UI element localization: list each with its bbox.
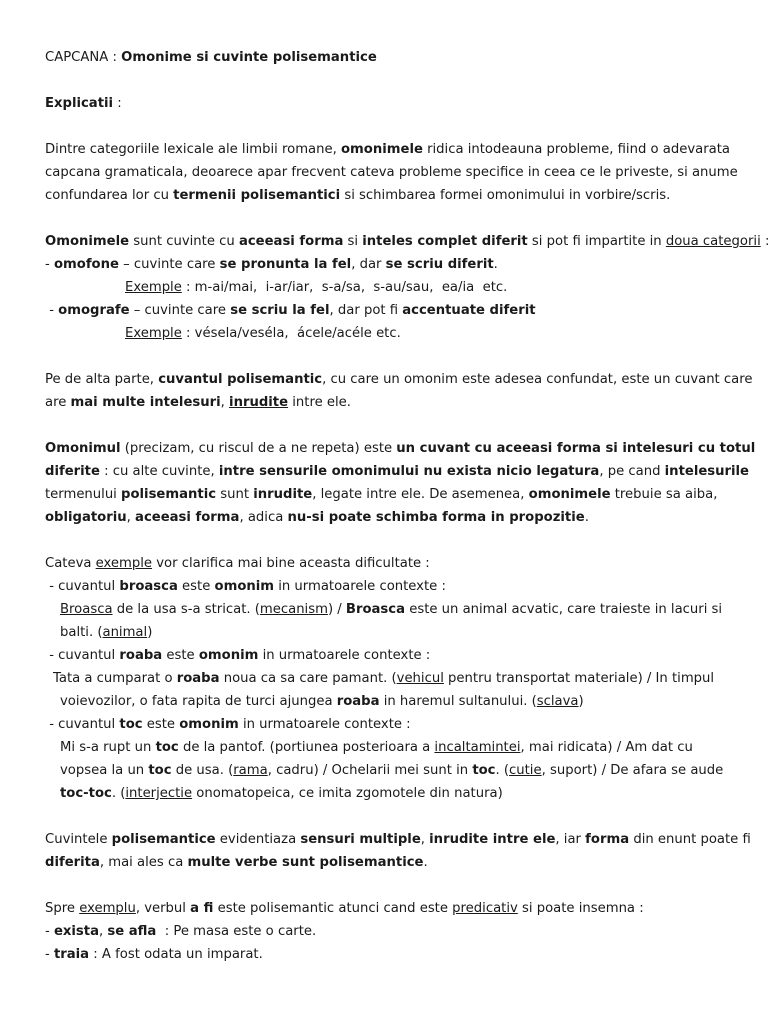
text-run: -: [45, 924, 54, 939]
text-run: – cuvinte care: [129, 303, 231, 318]
example-line: [45, 598, 728, 621]
paragraph-line: [45, 483, 728, 506]
underlined-text: predicativ: [452, 901, 518, 916]
text-run: de la usa s-a stricat. (: [112, 602, 260, 617]
text-run: confundarea lor cu: [45, 188, 174, 203]
example-line: [45, 690, 728, 713]
paragraph-line: [45, 138, 728, 161]
text-run: in urmatoarele contexte :: [258, 648, 431, 663]
bold-text: toc: [155, 740, 179, 755]
example-line: [45, 782, 728, 805]
bold-text: Omonimul: [45, 441, 121, 456]
text-run: vopsea la un: [60, 763, 149, 778]
text-run: , adica: [239, 510, 288, 525]
paragraph-line: [45, 230, 769, 253]
text-run: este polisemantic atunci cand este: [213, 901, 453, 916]
bold-text: omofone: [53, 257, 119, 272]
text-run: , mai ales ca: [99, 855, 188, 870]
bold-text: se afla: [107, 924, 157, 939]
text-run: -: [45, 303, 59, 318]
bold-text: Explicatii: [45, 96, 114, 111]
bold-text: se pronunta la fel: [219, 257, 352, 272]
underlined-text: incaltamintei: [434, 740, 521, 755]
text-run: , suport) / De afara se aude: [541, 763, 724, 778]
list-item: [45, 713, 728, 736]
bold-text: omonimele: [340, 142, 423, 157]
text-run: voievozilor, o fata rapita de turci ajungea: [60, 694, 337, 709]
text-run: ,: [98, 924, 108, 939]
text-run: vor clarifica mai bine aceasta dificultate :: [152, 556, 430, 571]
text-run: si: [343, 234, 363, 249]
text-run: -: [45, 257, 54, 272]
list-item: [45, 920, 728, 943]
text-run: .: [423, 855, 428, 870]
paragraph-line: [45, 552, 728, 575]
underlined-text: rama: [233, 763, 268, 778]
bold-text: broasca: [119, 579, 178, 594]
bold-text: omografe: [58, 303, 130, 318]
bold-text: omonim: [214, 579, 275, 594]
text-run: ridica intodeauna probleme, fiind o adevarata: [422, 142, 730, 157]
text-run: Spre: [45, 901, 80, 916]
underlined-text: Exemple: [125, 280, 182, 295]
bold-text: a fi: [190, 901, 214, 916]
text-run: capcana gramaticala, deoarece apar frecvent cateva probleme specifice in ceea ce le priveste, si anume: [45, 165, 738, 180]
bold-text: accentuate diferit: [402, 303, 536, 318]
text-run: in haremul sultanului. (: [379, 694, 537, 709]
text-run: Tata a cumparat o: [53, 671, 177, 686]
text-run: ): [578, 694, 584, 709]
text-run: . (: [111, 786, 126, 801]
text-run: - cuvantul: [45, 648, 120, 663]
paragraph-line: [45, 368, 753, 391]
text-run: in urmatoarele contexte :: [238, 717, 411, 732]
underlined-text: animal: [102, 625, 148, 640]
text-run: CAPCANA :: [45, 50, 122, 65]
bold-text: obligatoriu: [45, 510, 127, 525]
underlined-text: sclava: [536, 694, 579, 709]
text-run: , legate intre ele. De asemenea,: [312, 487, 529, 502]
list-item: [45, 943, 728, 966]
bold-text: termenii polisemantici: [173, 188, 341, 203]
paragraph-line: [45, 460, 750, 483]
underlined-text: interjectie: [125, 786, 193, 801]
text-run: Dintre categoriile lexicale ale limbii romane,: [45, 142, 341, 157]
bold-text: intelesurile: [664, 464, 750, 479]
example-line: [45, 759, 728, 782]
bold-text: aceeasi forma: [135, 510, 240, 525]
text-run: este: [142, 717, 180, 732]
text-run: Mi s-a rupt un: [60, 740, 156, 755]
bold-text: inteles complet diferit: [362, 234, 528, 249]
text-run: , mai ridicata) / Am dat cu: [520, 740, 693, 755]
bold-text: toc: [148, 763, 172, 778]
bold-text: un cuvant cu aceeasi forma si intelesuri cu totul: [396, 441, 756, 456]
text-run: balti. (: [60, 625, 103, 640]
paragraph-line: [45, 828, 751, 851]
bold-text: roaba: [336, 694, 380, 709]
bold-text: omonimele: [528, 487, 611, 502]
bold-text: inrudite intre ele: [429, 832, 556, 847]
text-run: : m-ai/mai, i-ar/iar, s-a/sa, s-au/sau, ea/ia etc.: [181, 280, 508, 295]
bold-text: se scriu diferit: [385, 257, 494, 272]
text-run: , cadru) / Ochelarii mei sunt in: [267, 763, 473, 778]
bold-text: cuvantul polisemantic: [158, 372, 323, 387]
text-run: (precizam, cu riscul de a ne repeta) este: [120, 441, 397, 456]
bold-text: polisemantic: [121, 487, 217, 502]
paragraph-line: [45, 391, 728, 414]
paragraph-line: [45, 161, 738, 184]
text-run: este un animal acvatic, care traieste in lacuri si: [405, 602, 723, 617]
text-run: , cu care un omonim este adesea confundat, este un cuvant care: [322, 372, 753, 387]
bold-text: nu-si poate schimba forma in propozitie: [287, 510, 585, 525]
text-run: noua ca sa care pamant. (: [219, 671, 397, 686]
bold-text: diferita: [45, 855, 100, 870]
text-run: evidentiaza: [215, 832, 301, 847]
bold-text: toc: [472, 763, 496, 778]
example-line: [45, 736, 728, 759]
underlined-text: mecanism: [259, 602, 328, 617]
text-run: : Pe masa este o carte.: [156, 924, 317, 939]
example-line: [45, 621, 728, 644]
bold-text: omonim: [179, 717, 239, 732]
text-run: si schimbarea formei omonimului in vorbire/scris.: [340, 188, 671, 203]
underlined-text: doua categorii: [665, 234, 761, 249]
bold-text: Broasca: [345, 602, 406, 617]
text-run: :: [113, 96, 122, 111]
bold-text: aceeasi forma: [238, 234, 344, 249]
text-run: , pe cand: [599, 464, 665, 479]
text-run: si pot fi impartite in: [527, 234, 666, 249]
underlined-text: vehicul: [396, 671, 444, 686]
bold-text: toc: [119, 717, 143, 732]
text-run: Cateva: [45, 556, 96, 571]
text-run: in urmatoarele contexte :: [274, 579, 446, 594]
bold-text: multe verbe sunt polisemantice: [187, 855, 424, 870]
example-line: [45, 322, 728, 345]
text-run: sunt: [216, 487, 254, 502]
bold-text: [229, 395, 288, 410]
text-run: este: [177, 579, 215, 594]
paragraph-line: [45, 851, 728, 874]
bold-text: mai multe intelesuri: [70, 395, 221, 410]
text-run: onomatopeica, ce imita zgomotele din natura): [192, 786, 503, 801]
text-run: ): [147, 625, 153, 640]
text-run: .: [584, 510, 589, 525]
text-run: este: [162, 648, 199, 663]
underlined-text: exemplu: [79, 901, 136, 916]
bold-text: sensuri multiple: [300, 832, 421, 847]
text-run: : A fost odata un imparat.: [89, 947, 263, 962]
text-run: de usa. (: [171, 763, 234, 778]
text-run: intre ele.: [288, 395, 351, 410]
text-run: de la pantof. (portiunea posterioara a: [178, 740, 435, 755]
bold-text: diferite: [45, 464, 100, 479]
bold-text: traia: [53, 947, 90, 962]
text-run: .: [493, 257, 498, 272]
text-run: ,: [126, 510, 136, 525]
text-run: – cuvinte care: [118, 257, 220, 272]
text-run: , dar: [351, 257, 386, 272]
underlined-text: Broasca: [60, 602, 113, 617]
bold-text: roaba: [176, 671, 220, 686]
text-run: ) /: [327, 602, 346, 617]
bold-text: inrudite: [253, 487, 313, 502]
paragraph-line: [45, 184, 728, 207]
bold-text: se scriu la fel: [230, 303, 330, 318]
bold-text: polisemantice: [111, 832, 216, 847]
text-run: , iar: [555, 832, 586, 847]
text-run: si poate insemna :: [517, 901, 644, 916]
section-heading: [45, 92, 728, 115]
text-run: sunt cuvinte cu: [129, 234, 239, 249]
example-line: [45, 667, 728, 690]
text-run: , dar pot fi: [329, 303, 403, 318]
underlined-text: cutie: [509, 763, 542, 778]
list-item: [45, 299, 728, 322]
text-run: ,: [420, 832, 430, 847]
text-run: : vésela/veséla, ácele/acéle etc.: [181, 326, 401, 341]
doc-title: [45, 46, 728, 69]
text-run: din enunt poate fi: [629, 832, 751, 847]
bold-text: forma: [585, 832, 630, 847]
bold-text: Omonime si cuvinte polisemantice: [121, 50, 377, 65]
underlined-text: inrudite: [229, 395, 289, 410]
text-run: , verbul: [135, 901, 191, 916]
bold-text: toc-toc: [60, 786, 112, 801]
text-run: Pe de alta parte,: [45, 372, 159, 387]
bold-text: exista: [53, 924, 99, 939]
text-run: -: [45, 947, 54, 962]
text-run: are: [45, 395, 71, 410]
text-run: :: [760, 234, 769, 249]
text-run: - cuvantul: [45, 717, 120, 732]
bold-text: Omonimele: [45, 234, 130, 249]
text-run: termenului: [45, 487, 122, 502]
text-run: ,: [220, 395, 230, 410]
bold-text: roaba: [119, 648, 163, 663]
underlined-text: Exemple: [125, 326, 182, 341]
text-run: : cu alte cuvinte,: [99, 464, 219, 479]
bold-text: intre sensurile omonimului nu exista nicio legatura: [218, 464, 600, 479]
text-run: - cuvantul: [45, 579, 120, 594]
list-item: [45, 644, 728, 667]
paragraph-line: [45, 437, 756, 460]
paragraph-line: [45, 897, 728, 920]
text-run: Cuvintele: [45, 832, 112, 847]
text-run: pentru transportat materiale) / In timpul: [443, 671, 715, 686]
text-run: . (: [495, 763, 510, 778]
list-item: [45, 253, 728, 276]
underlined-text: exemple: [95, 556, 153, 571]
text-run: trebuie sa aiba,: [610, 487, 718, 502]
list-item: [45, 575, 728, 598]
paragraph-line: [45, 506, 728, 529]
bold-text: omonim: [198, 648, 259, 663]
example-line: [45, 276, 728, 299]
